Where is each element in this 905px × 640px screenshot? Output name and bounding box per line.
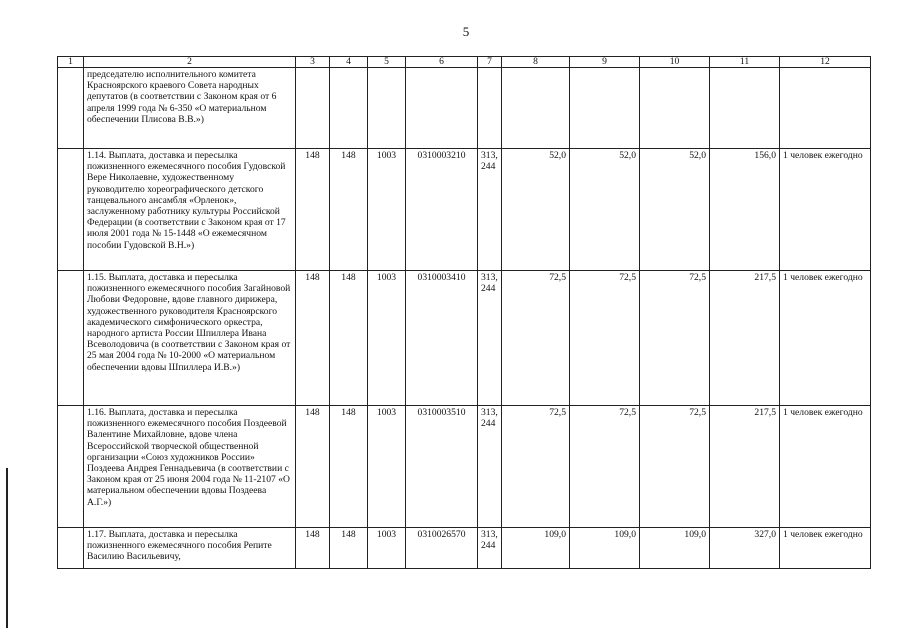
- code-cell: 148: [330, 271, 368, 406]
- code-cell: 313, 244: [478, 406, 502, 528]
- code-cell: 313, 244: [478, 528, 502, 569]
- description-cell: 1.17. Выплата, доставка и пересылка пожизненного ежемесячного пособия Репите Василию Васильевичу,: [84, 528, 296, 569]
- header-row: [58, 57, 871, 68]
- amount-cell: 52,0: [640, 149, 710, 271]
- header-cell: 5: [368, 57, 406, 68]
- code-cell: 148: [330, 149, 368, 271]
- row-number-cell: [58, 149, 84, 271]
- page-number: 5: [462, 24, 470, 39]
- row-number-cell: [58, 68, 84, 149]
- amount-cell: 72,5: [502, 271, 570, 406]
- description-cell: 1.14. Выплата, доставка и пересылка пожизненного ежемесячного пособия Гудовской Вере Николаевне, художественному руководителю хореографического детского танцевального ансамбля «Орленок», заслуженному работнику культуры Российской Федерации (в соответствии с Законом края от 17 июля 2001 года № 15-1448 «О ежемесячном пособии Гудовской В.Н.»): [84, 149, 296, 271]
- amount-cell: [640, 68, 710, 149]
- description-cell: председателю исполнительного комитета Красноярского краевого Совета народных депутатов (в соответствии с Законом края от 6 апреля 1999 года № 6-350 «О материальном обеспечении Плисова В.В.»): [84, 68, 296, 149]
- code-cell: 0310003510: [406, 406, 478, 528]
- total-cell: [710, 68, 780, 149]
- code-cell: 148: [330, 528, 368, 569]
- header-cell: 4: [330, 57, 368, 68]
- code-cell: [478, 68, 502, 149]
- amount-cell: 72,5: [640, 406, 710, 528]
- total-cell: 217,5: [710, 271, 780, 406]
- amount-cell: 109,0: [640, 528, 710, 569]
- code-cell: 1003: [368, 271, 406, 406]
- code-cell: 0310026570: [406, 528, 478, 569]
- header-cell: 3: [296, 57, 330, 68]
- code-cell: [330, 68, 368, 149]
- description-cell: 1.15. Выплата, доставка и пересылка пожизненного ежемесячного пособия Загайновой Любови Федоровне, вдове главного дирижера, художественного руководителя Красноярского академического симфонического оркестра, народного артиста России Шпиллера Ивана Всеволодовича (в соответствии с Законом края от 25 мая 2004 года № 10-2000 «О материальном обеспечении вдовы Шпиллера И.В.»): [84, 271, 296, 406]
- note-cell: 1 человек ежегодно: [780, 528, 871, 569]
- code-cell: 0310003410: [406, 271, 478, 406]
- description-cell: 1.16. Выплата, доставка и пересылка пожизненного ежемесячного пособия Поздеевой Валентине Михайловне, вдове члена Всероссийской творческой общественной организации «Союз художников России» Поздеева Андрея Геннадьевича (в соответствии с Законом края от 25 июня 2004 года № 11-2107 «О материальном обеспечении вдовы Поздеева А.Г.»): [84, 406, 296, 528]
- header-cell: 12: [780, 57, 871, 68]
- note-cell: [780, 68, 871, 149]
- total-cell: 217,5: [710, 406, 780, 528]
- margin-line: [6, 468, 8, 628]
- code-cell: 0310003210: [406, 149, 478, 271]
- code-cell: 148: [296, 149, 330, 271]
- amount-cell: 72,5: [570, 406, 640, 528]
- code-cell: 313, 244: [478, 271, 502, 406]
- amount-cell: 72,5: [640, 271, 710, 406]
- code-cell: 148: [330, 406, 368, 528]
- header-cell: 11: [710, 57, 780, 68]
- code-cell: [406, 68, 478, 149]
- table-row: [58, 149, 871, 271]
- code-cell: 148: [296, 406, 330, 528]
- row-number-cell: [58, 528, 84, 569]
- header-cell: 7: [478, 57, 502, 68]
- code-cell: [296, 68, 330, 149]
- header-cell: 9: [570, 57, 640, 68]
- row-number-cell: [58, 406, 84, 528]
- table-row: [58, 528, 871, 569]
- total-cell: 156,0: [710, 149, 780, 271]
- header-cell: 8: [502, 57, 570, 68]
- amount-cell: [570, 68, 640, 149]
- note-cell: 1 человек ежегодно: [780, 406, 871, 528]
- row-number-cell: [58, 271, 84, 406]
- amount-cell: 109,0: [502, 528, 570, 569]
- table-row: [58, 406, 871, 528]
- code-cell: [368, 68, 406, 149]
- code-cell: 1003: [368, 528, 406, 569]
- header-cell: 10: [640, 57, 710, 68]
- budget-table: [57, 56, 871, 569]
- amount-cell: [502, 68, 570, 149]
- table-row: [58, 68, 871, 149]
- total-cell: 327,0: [710, 528, 780, 569]
- code-cell: 313, 244: [478, 149, 502, 271]
- note-cell: 1 человек ежегодно: [780, 271, 871, 406]
- amount-cell: 72,5: [570, 271, 640, 406]
- amount-cell: 72,5: [502, 406, 570, 528]
- note-cell: 1 человек ежегодно: [780, 149, 871, 271]
- header-cell: 6: [406, 57, 478, 68]
- code-cell: 1003: [368, 406, 406, 528]
- table-row: [58, 271, 871, 406]
- code-cell: 148: [296, 271, 330, 406]
- amount-cell: 52,0: [502, 149, 570, 271]
- header-cell: 1: [58, 57, 84, 68]
- amount-cell: 109,0: [570, 528, 640, 569]
- amount-cell: 52,0: [570, 149, 640, 271]
- code-cell: 148: [296, 528, 330, 569]
- code-cell: 1003: [368, 149, 406, 271]
- header-cell: 2: [84, 57, 296, 68]
